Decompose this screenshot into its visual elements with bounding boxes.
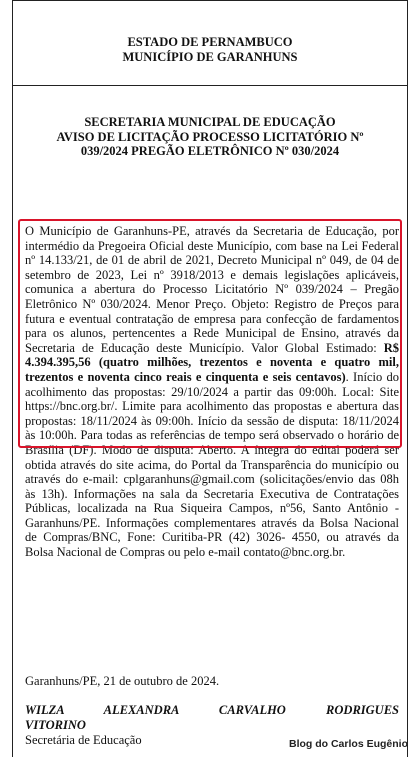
blog-watermark: Blog do Carlos Eugênio [288,738,408,750]
notice-body [25,224,399,560]
signatory-name-continued: VITORINO [25,718,86,732]
signatory-name: WILZA ALEXANDRA CARVALHO RODRIGUES [25,703,399,717]
notice-title [24,115,396,159]
body-part-2: . Início do acolhimento das propostas: 29/10/2024 a partir das 09:00h. Local: Site https://bnc.org.br/. Limite para acolhimento das propostas e abertura das propostas: 18/11/2024 às 09:00h. Início da sessão de disputa: 18/11/2024 às 10:00h. Para todas as referências de tempo será observado o horário de Brasília (DF). Modo de disputa: Aberto. A íntegra do edital poderá ser obtida através do site acima, do Portal da Transparência do município ou através do e-mail: cplgaranhuns@gmail.com (solicitações/envio das 08h às 13h). Informações na sala da Secretaria Executiva de Contratações Públicas, localizada na Rua Siqueira Campos, nº56, Santo Antônio - Garanhuns/PE. Informações complementares através da Bolsa Nacional de Compras/BNC, Fone: Curitiba-PR (42) 3026- 4550, ou através da Bolsa Nacional de Compras ou pelo e-mail contato@bnc.org.br. [25,369,399,560]
title-line-2: AVISO DE LICITAÇÃO PROCESSO LICITATÓRIO Nº [56,129,364,144]
title-line-1: SECRETARIA MUNICIPAL DE EDUCAÇÃO [84,115,336,129]
body-part-1: O Município de Garanhuns-PE, através da Secretaria de Educação, por intermédio da Pregoeira Oficial deste Município, com base na Lei Federal nº 14.133/21, de 01 de abril de 2021, Decreto Municipal nº 049, de 04 de setembro de 2023, Lei nº 3918/2013 e demais legislações aplicáveis, comunica a abertura do Processo Licitatório Nº 039/2024 – Pregão Eletrônico Nº 030/2024. Menor Preço. Objeto: Registro de Preços para futura e eventual contratação de empresa para confecção de fardamentos para os alunos, pertencentes a Rede Municipal de Ensino, através da Secretaria de Educação deste Município. Valor Global Estimado: [25,224,399,355]
place-date: Garanhuns/PE, 21 de outubro de 2024. [25,674,220,688]
municipality-name: MUNICÍPIO DE GARANHUNS [122,50,298,64]
header-divider [12,85,408,86]
document-header [12,35,408,65]
signatory-role: Secretária de Educação [25,733,142,747]
state-name: ESTADO DE PERNAMBUCO [127,35,293,49]
estimated-value: R$ 4.394.395,56 (quatro milhões, trezentos e noventa e quatro mil, trezentos e noventa cinco reais e cinquenta e seis centavos) [25,340,399,384]
title-line-3: 039/2024 PREGÃO ELETRÔNICO Nº 030/2024 [80,144,340,158]
top-border [12,0,408,1]
